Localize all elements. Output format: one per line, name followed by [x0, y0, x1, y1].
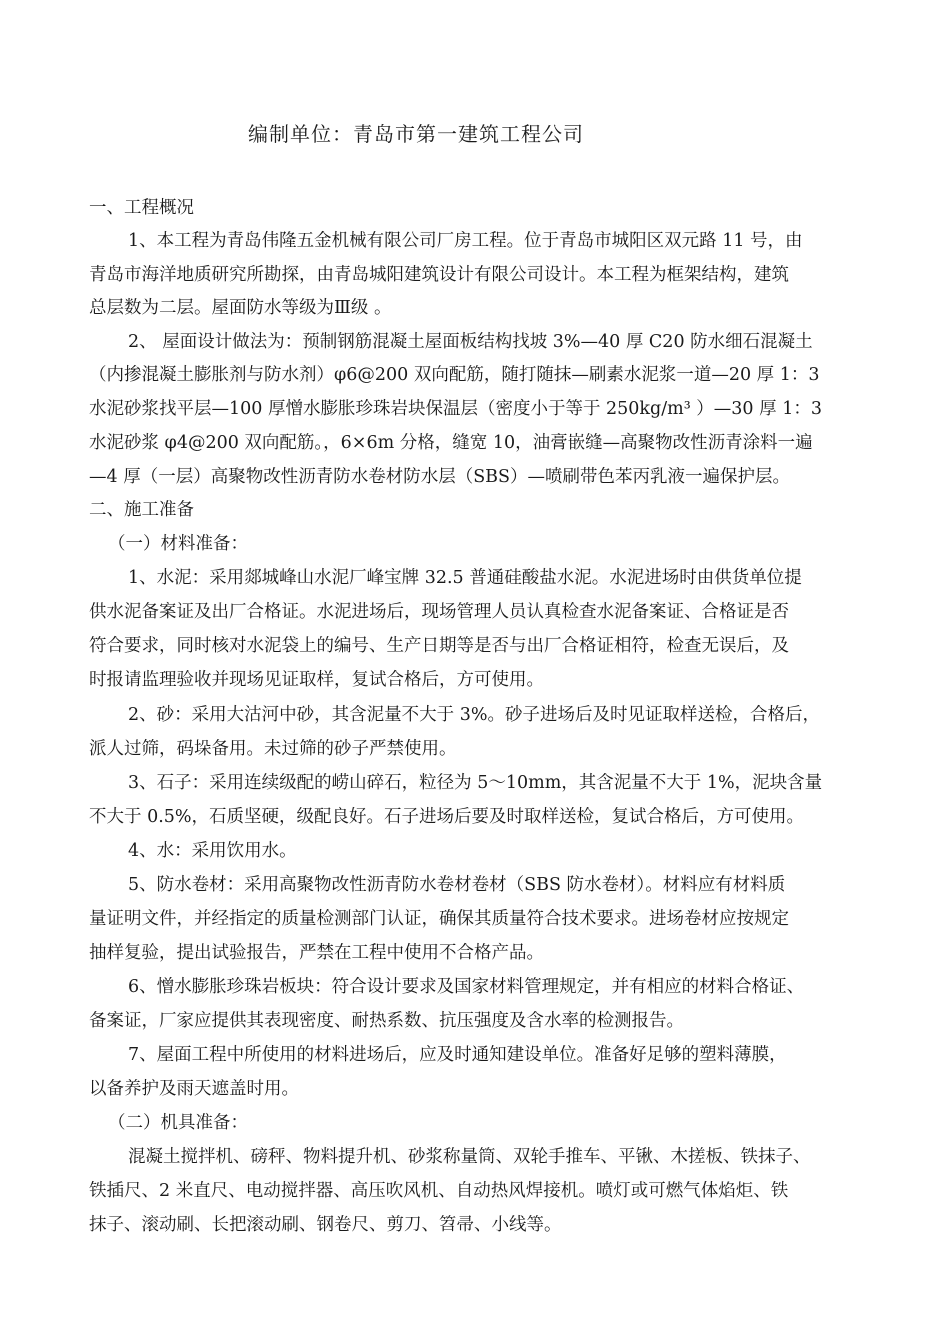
paragraph-line: 量证明文件，并经指定的质量检测部门认证，确保其质量符合技术要求。进场卷材应按规定 [89, 909, 789, 929]
paragraph-line: 铁插尺、2 米直尺、电动搅拌器、高压吹风机、自动热风焊接机。喷灯或可燃气体焰炬、铁 [89, 1181, 789, 1201]
paragraph-line: 6、憎水膨胀珍珠岩板块：符合设计要求及国家材料管理规定，并有相应的材料合格证、 [128, 977, 805, 997]
paragraph-line: 备案证，厂家应提供其表现密度、耐热系数、抗压强度及含水率的检测报告。 [89, 1011, 684, 1031]
paragraph-line: 抽样复验，提出试验报告，严禁在工程中使用不合格产品。 [89, 943, 544, 963]
paragraph-line: 符合要求，同时核对水泥袋上的编号、生产日期等是否与出厂合格证相符，检查无误后，及 [89, 636, 789, 656]
subsection-heading-materials: （一）材料准备： [108, 534, 248, 554]
paragraph-line: 2、砂：采用大沽河中砂，其含泥量不大于 3%。砂子进场后及时见证取样送检，合格后， [128, 705, 820, 725]
paragraph-line: 青岛市海洋地质研究所勘探，由青岛城阳建筑设计有限公司设计。本工程为框架结构，建筑 [89, 265, 789, 285]
paragraph-line: 3、石子：采用连续级配的崂山碎石，粒径为 5～10mm，其含泥量不大于 1%，泥块含量 [128, 773, 823, 793]
paragraph-line: —4 厚（一层）高聚物改性沥青防水卷材防水层（SBS）—喷刷带色苯丙乳液一遍保护层。 [89, 467, 791, 487]
subsection-heading-equipment: （二）机具准备： [108, 1113, 248, 1133]
paragraph-line: 水泥砂浆 φ4@200 双向配筋。，6×6m 分格，缝宽 10，油膏嵌缝—高聚物改性沥青涂料一遍 [89, 433, 813, 453]
paragraph-line: 时报请监理验收并现场见证取样，复试合格后，方可使用。 [89, 670, 544, 690]
paragraph-line: 7、屋面工程中所使用的材料进场后，应及时通知建设单位。准备好足够的塑料薄膜， [128, 1045, 787, 1065]
paragraph-line: 派人过筛，码垛备用。未过筛的砂子严禁使用。 [89, 739, 457, 759]
paragraph-line: 抹子、滚动刷、长把滚动刷、钢卷尺、剪刀、笤帚、小线等。 [89, 1215, 562, 1235]
paragraph-line: 2、 屋面设计做法为：预制钢筋混凝土屋面板结构找坡 3%—40 厚 C20 防水细石混凝土 [128, 332, 813, 352]
section-heading-construction-preparation: 二、施工准备 [89, 500, 194, 520]
paragraph-line: 以备养护及雨天遮盖时用。 [89, 1079, 299, 1099]
compiling-unit-heading: 编制单位：青岛市第一建筑工程公司 [248, 122, 584, 146]
paragraph-line: 5、防水卷材：采用高聚物改性沥青防水卷材卷材（SBS 防水卷材）。材料应有材料质 [128, 875, 786, 895]
paragraph-line: 混凝土搅拌机、磅秤、物料提升机、砂浆称量筒、双轮手推车、平锹、木搓板、铁抹子、 [128, 1147, 811, 1167]
paragraph-line: （内掺混凝土膨胀剂与防水剂）φ6@200 双向配筋，随打随抹—刷素水泥浆一道—20 厚 1：3 [89, 365, 820, 385]
section-heading-project-overview: 一、工程概况 [89, 198, 194, 218]
paragraph-line: 供水泥备案证及出厂合格证。水泥进场后，现场管理人员认真检查水泥备案证、合格证是否 [89, 602, 789, 622]
paragraph-line: 水泥砂浆找平层—100 厚憎水膨胀珍珠岩块保温层（密度小于等于 250kg/m³ ）—30 厚 1：3 [89, 399, 822, 419]
paragraph-line: 4、水：采用饮用水。 [128, 841, 297, 861]
paragraph-line: 1、本工程为青岛伟隆五金机械有限公司厂房工程。位于青岛市城阳区双元路 11 号，由 [128, 231, 803, 251]
paragraph-line: 总层数为二层。屋面防水等级为Ⅲ级 。 [89, 298, 392, 318]
paragraph-line: 1、水泥：采用郯城峰山水泥厂峰宝牌 32.5 普通硅酸盐水泥。水泥进场时由供货单位提 [128, 568, 802, 588]
paragraph-line: 不大于 0.5%，石质坚硬，级配良好。石子进场后要及时取样送检，复试合格后，方可使用。 [89, 807, 805, 827]
